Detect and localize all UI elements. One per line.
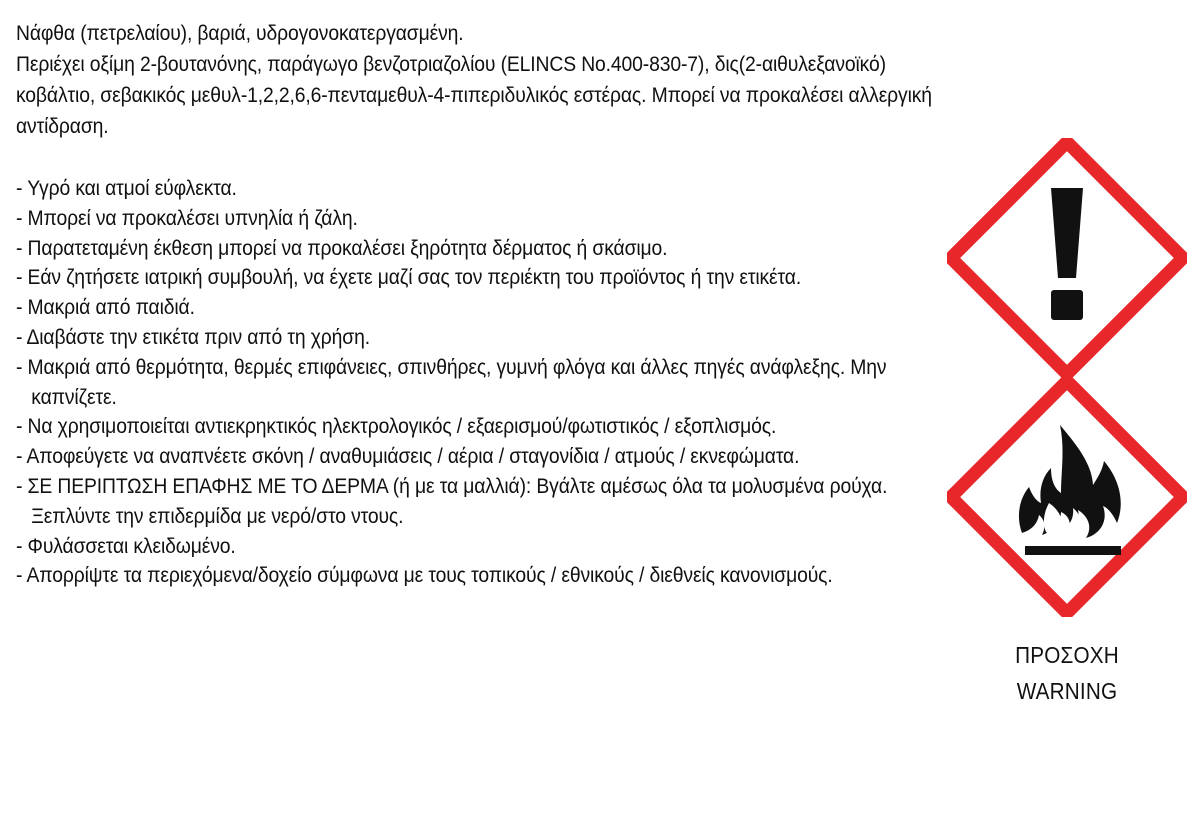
signal-word <box>947 637 1187 709</box>
list-item: - Να χρησιμοποιείται αντιεκρηκτικός ηλεκτρολογικός / εξαερισμού/φωτιστικός / εξοπλισμός. <box>16 414 777 439</box>
hazard-statements-list <box>16 174 1016 591</box>
label-text <box>16 18 1186 588</box>
list-item: - Μακριά από παιδιά. <box>16 295 195 320</box>
signal-word-greek: ΠΡΟΣΟΧΗ <box>1015 642 1119 668</box>
ghs-pictograms <box>947 138 1187 617</box>
ingredients-line-1: Περιέχει οξίμη 2-βουτανόνης, παράγωγο βενζοτριαζολίου (ELINCS No.400-830-7), δις(2-αιθυλεξανοϊκό) <box>16 52 886 76</box>
flame-icon <box>947 377 1187 617</box>
list-item: - Διαβάστε την ετικέτα πριν από τη χρήση. <box>16 324 370 349</box>
list-item: - Εάν ζητήσετε ιατρική συμβουλή, να έχετε μαζί σας τον περιέκτη του προϊόντος ή την ετικέτα. <box>16 265 802 290</box>
signal-word-english: WARNING <box>1016 678 1118 704</box>
list-item: - Μακριά από θερμότητα, θερμές επιφάνειες, σπινθήρες, γυμνή φλόγα και άλλες πηγές ανάφλεξης. Μην καπνίζετε. <box>16 354 887 409</box>
list-item: - Απορρίψτε τα περιεχόμενα/δοχείο σύμφωνα με τους τοπικούς / εθνικούς / διεθνείς κανονισμούς. <box>16 563 833 588</box>
list-item: - Φυλάσσεται κλειδωμένο. <box>16 533 236 558</box>
list-item: - Παρατεταμένη έκθεση μπορεί να προκαλέσει ξηρότητα δέρματος ή σκάσιμο. <box>16 235 668 260</box>
list-item: - Μπορεί να προκαλέσει υπνηλία ή ζάλη. <box>16 205 358 230</box>
list-item: - ΣΕ ΠΕΡΙΠΤΩΣΗ ΕΠΑΦΗΣ ΜΕ ΤΟ ΔΕΡΜΑ (ή με τα μαλλιά): Βγάλτε αμέσως όλα τα μολυσμένα ρούχα. Ξεπλύντε την επιδερμίδα με νερό/στο ντους. <box>16 473 888 528</box>
ingredients-line-3: αντίδραση. <box>16 114 109 138</box>
exclamation-mark-icon <box>947 138 1187 378</box>
list-item: - Υγρό και ατμοί εύφλεκτα. <box>16 176 237 200</box>
substance-name: Νάφθα (πετρελαίου), βαριά, υδρογονοκατεργασμένη. <box>16 21 464 45</box>
product-description <box>16 18 1200 142</box>
ingredients-line-2: κοβάλτιο, σεβακικός μεθυλ-1,2,2,6,6-πενταμεθυλ-4-πιπεριδυλικός εστέρας. Μπορεί να προκαλέσει αλλεργική <box>16 83 932 107</box>
list-item: - Αποφεύγετε να αναπνέετε σκόνη / αναθυμιάσεις / αέρια / σταγονίδια / ατμούς / εκνεφώματα. <box>16 444 800 469</box>
